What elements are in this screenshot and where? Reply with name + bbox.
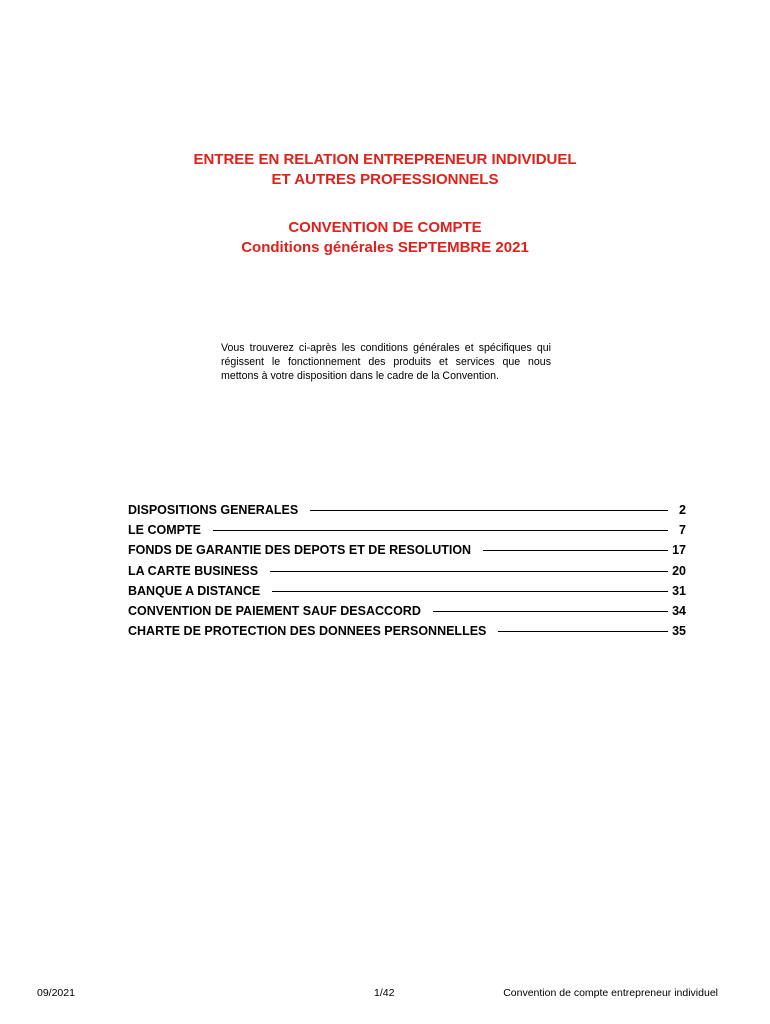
table-of-contents: [128, 500, 686, 641]
toc-label: CONVENTION DE PAIEMENT SAUF DESACCORD: [128, 603, 421, 618]
toc-page: 20: [672, 563, 686, 578]
toc-leader: [433, 611, 668, 612]
toc-label: BANQUE A DISTANCE: [128, 583, 261, 598]
toc-page: 7: [679, 523, 686, 538]
toc-page: 17: [672, 543, 686, 558]
toc-label: LA CARTE BUSINESS: [128, 563, 259, 578]
toc-label: CHARTE DE PROTECTION DES DONNEES PERSONNELLES: [128, 624, 487, 639]
toc-leader: [270, 571, 668, 572]
footer-document-name: Convention de compte entrepreneur individuel: [503, 987, 718, 999]
toc-label: LE COMPTE: [128, 523, 201, 538]
toc-leader: [272, 591, 668, 592]
toc-leader: [498, 631, 668, 632]
toc-row[interactable]: [128, 601, 686, 621]
toc-page: 35: [672, 624, 686, 639]
intro-paragraph: Vous trouverez ci-après les conditions générales et spécifiques qui régissent le fonctionnement des produits et services que nous mettons à votre disposition dans le cadre de la Convention.: [221, 342, 551, 382]
title-line-3: CONVENTION DE COMPTE: [288, 219, 482, 236]
toc-row[interactable]: [128, 621, 686, 641]
toc-page: 34: [672, 603, 686, 618]
toc-row[interactable]: [128, 500, 686, 520]
toc-label: DISPOSITIONS GENERALES: [128, 503, 299, 517]
document-title: [0, 150, 770, 258]
toc-leader: [213, 530, 668, 531]
title-line-4: Conditions générales SEPTEMBRE 2021: [241, 239, 529, 256]
title-line-2: ET AUTRES PROFESSIONNELS: [271, 171, 499, 188]
toc-row[interactable]: [128, 561, 686, 581]
toc-row[interactable]: [128, 581, 686, 601]
toc-label: FONDS DE GARANTIE DES DEPOTS ET DE RESOLUTION: [128, 543, 472, 558]
toc-leader: [483, 550, 668, 551]
toc-page: 31: [672, 583, 686, 598]
footer-date: 09/2021: [37, 987, 75, 999]
toc-row[interactable]: [128, 520, 686, 540]
toc-page: 2: [679, 503, 686, 517]
title-line-1: ENTREE EN RELATION ENTREPRENEUR INDIVIDUEL: [193, 151, 577, 168]
toc-row[interactable]: [128, 540, 686, 560]
footer-page-number: 1/42: [374, 987, 395, 999]
toc-leader: [310, 510, 668, 511]
